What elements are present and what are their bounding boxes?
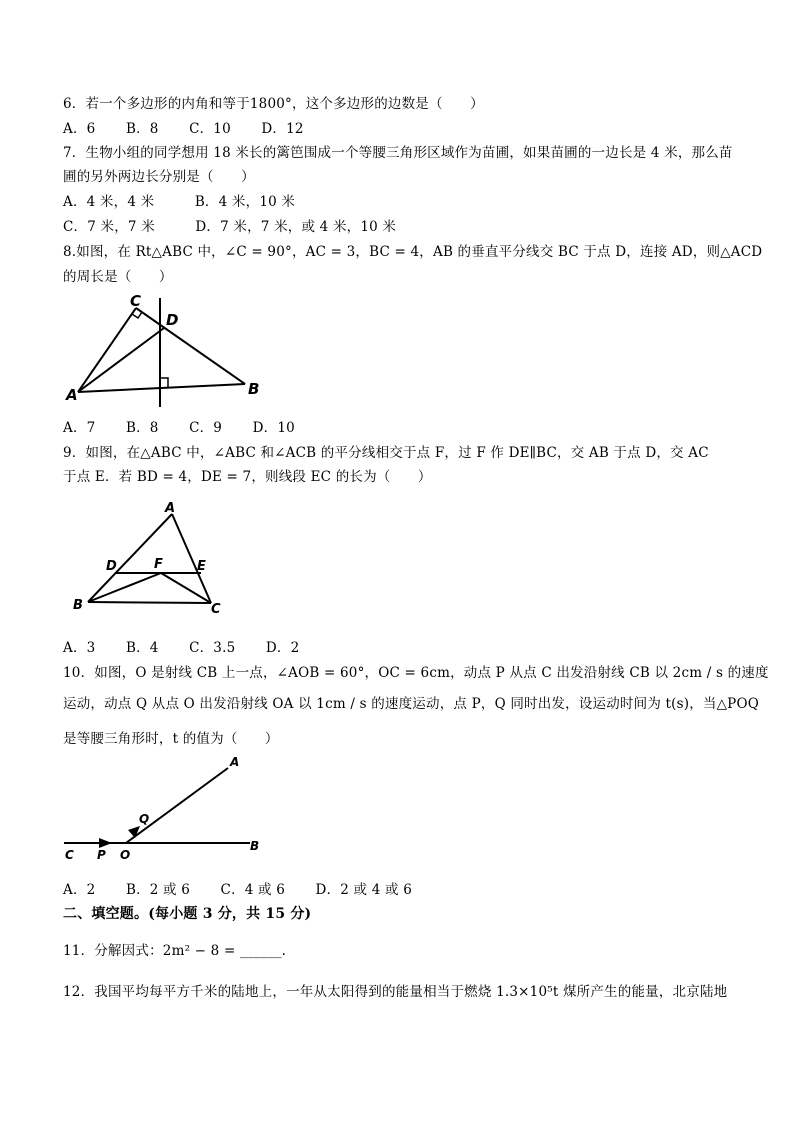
q6-stem: 6．若一个多边形的内角和等于1800°，这个多边形的边数是（ ） <box>63 96 484 112</box>
q10-ray-figure <box>60 752 270 867</box>
q8-stem-line2: 的周长是（ ） <box>63 269 173 285</box>
q8-segment-ad <box>78 328 164 392</box>
q10-option-b: B．2 或 6 <box>125 882 191 898</box>
q9-label-a: A <box>165 501 176 516</box>
q7-options-row2 <box>63 215 422 235</box>
q12-stem: 12．我国平均每平方千米的陆地上，一年从太阳得到的能量相当于燃烧 1.3×10⁵t 煤所产生的能量，北京陆地 <box>63 984 728 1000</box>
q8-label-d: D <box>166 311 179 329</box>
q10-stem-line1: 10．如图，O 是射线 CB 上一点，∠AOB = 60°，OC = 6cm，动点 P 从点 C 出发沿射线 CB 以 2cm / s 的速度 <box>63 665 769 681</box>
q8-stem-line1: 8.如图，在 Rt△ABC 中，∠C = 90°，AC = 3，BC = 4，AB 的垂直平分线交 BC 于点 D，连接 AD，则△ACD <box>63 244 763 260</box>
q10-label-p: P <box>97 848 106 862</box>
q8-label-a: A <box>66 386 78 404</box>
q7-stem-line1: 7．生物小组的同学想用 18 米长的篱笆围成一个等腰三角形区域作为苗圃，如果苗圃的一边长是 4 米，那么苗 <box>63 145 733 161</box>
q8-option-a: A．7 <box>63 420 96 436</box>
q7-option-a: A．4 米，4 米 <box>63 194 155 210</box>
q7-option-b: B．4 米，10 米 <box>194 194 296 210</box>
section-fill-in-title: 二、填空题。(每小题 3 分，共 15 分) <box>63 906 312 922</box>
q8-options <box>63 416 321 436</box>
q10-arrow-q <box>128 826 140 838</box>
q11-stem: 11．分解因式：2m² − 8 = ______. <box>63 943 287 959</box>
q10-ray-oa <box>126 768 228 843</box>
q9-option-b: B．4 <box>125 640 159 656</box>
q9-label-c: C <box>211 602 221 617</box>
q9-label-b: B <box>73 598 83 613</box>
q8-label-b: B <box>248 380 260 398</box>
q8-triangle-figure <box>60 292 270 412</box>
q9-option-d: D．2 <box>265 640 300 656</box>
q10-label-q: Q <box>139 812 150 826</box>
q7-stem-line2: 圃的另外两边长分别是（ ） <box>63 169 255 185</box>
q8-option-d: D．10 <box>252 420 295 436</box>
q9-options <box>63 636 325 656</box>
q6-option-c: C．10 <box>189 121 231 137</box>
q8-option-c: C．9 <box>189 420 223 436</box>
q10-option-a: A．2 <box>63 882 96 898</box>
q6-option-b: B．8 <box>125 121 159 137</box>
q8-right-angle-mark-midpoint <box>160 378 168 387</box>
q9-stem-line2: 于点 E．若 BD = 4，DE = 7，则线段 EC 的长为（ ） <box>63 469 432 485</box>
q10-label-c: C <box>65 848 74 862</box>
q10-option-c: C．4 或 6 <box>220 882 286 898</box>
q10-option-d: D．2 或 4 或 6 <box>315 882 413 898</box>
q10-label-o: O <box>120 848 131 862</box>
q9-segment-bf <box>88 573 161 602</box>
q10-options <box>63 878 438 898</box>
q9-triangle-figure <box>66 496 236 621</box>
q8-option-b: B．8 <box>125 420 159 436</box>
q9-label-d: D <box>106 559 117 574</box>
q10-label-a: A <box>230 755 240 769</box>
q9-label-e: E <box>197 559 206 574</box>
q10-stem-line2: 运动，动点 Q 从点 O 出发沿射线 OA 以 1cm / s 的速度运动，点 P，Q 同时出发，设运动时间为 t(s)，当△POQ <box>63 696 760 712</box>
q9-label-f: F <box>154 557 163 572</box>
q9-stem-line1: 9．如图，在△ABC 中，∠ABC 和∠ACB 的平分线相交于点 F，过 F 作 DE∥BC，交 AB 于点 D，交 AC <box>63 445 709 461</box>
q9-option-c: C．3.5 <box>189 640 236 656</box>
q6-option-a: A．6 <box>63 121 96 137</box>
q9-segment-bc <box>88 602 211 603</box>
q10-figure-lines <box>64 768 250 843</box>
q9-option-a: A．3 <box>63 640 96 656</box>
q10-stem-line3: 是等腰三角形时，t 的值为（ ） <box>63 731 279 747</box>
q7-option-d: D．7 米，7 米，或 4 米，10 米 <box>195 219 397 235</box>
q8-segment-cb <box>136 308 245 384</box>
q10-arrow-p <box>99 838 112 848</box>
q6-option-d: D．12 <box>261 121 304 137</box>
q7-option-c: C．7 米，7 米 <box>63 219 155 235</box>
q8-label-c: C <box>130 292 142 310</box>
q8-segment-ac <box>78 308 136 392</box>
q7-options-row1 <box>63 190 321 210</box>
q10-label-b: B <box>250 839 260 853</box>
q8-figure-lines <box>78 298 245 407</box>
q8-segment-ab <box>78 384 245 392</box>
q6-options <box>63 117 330 137</box>
